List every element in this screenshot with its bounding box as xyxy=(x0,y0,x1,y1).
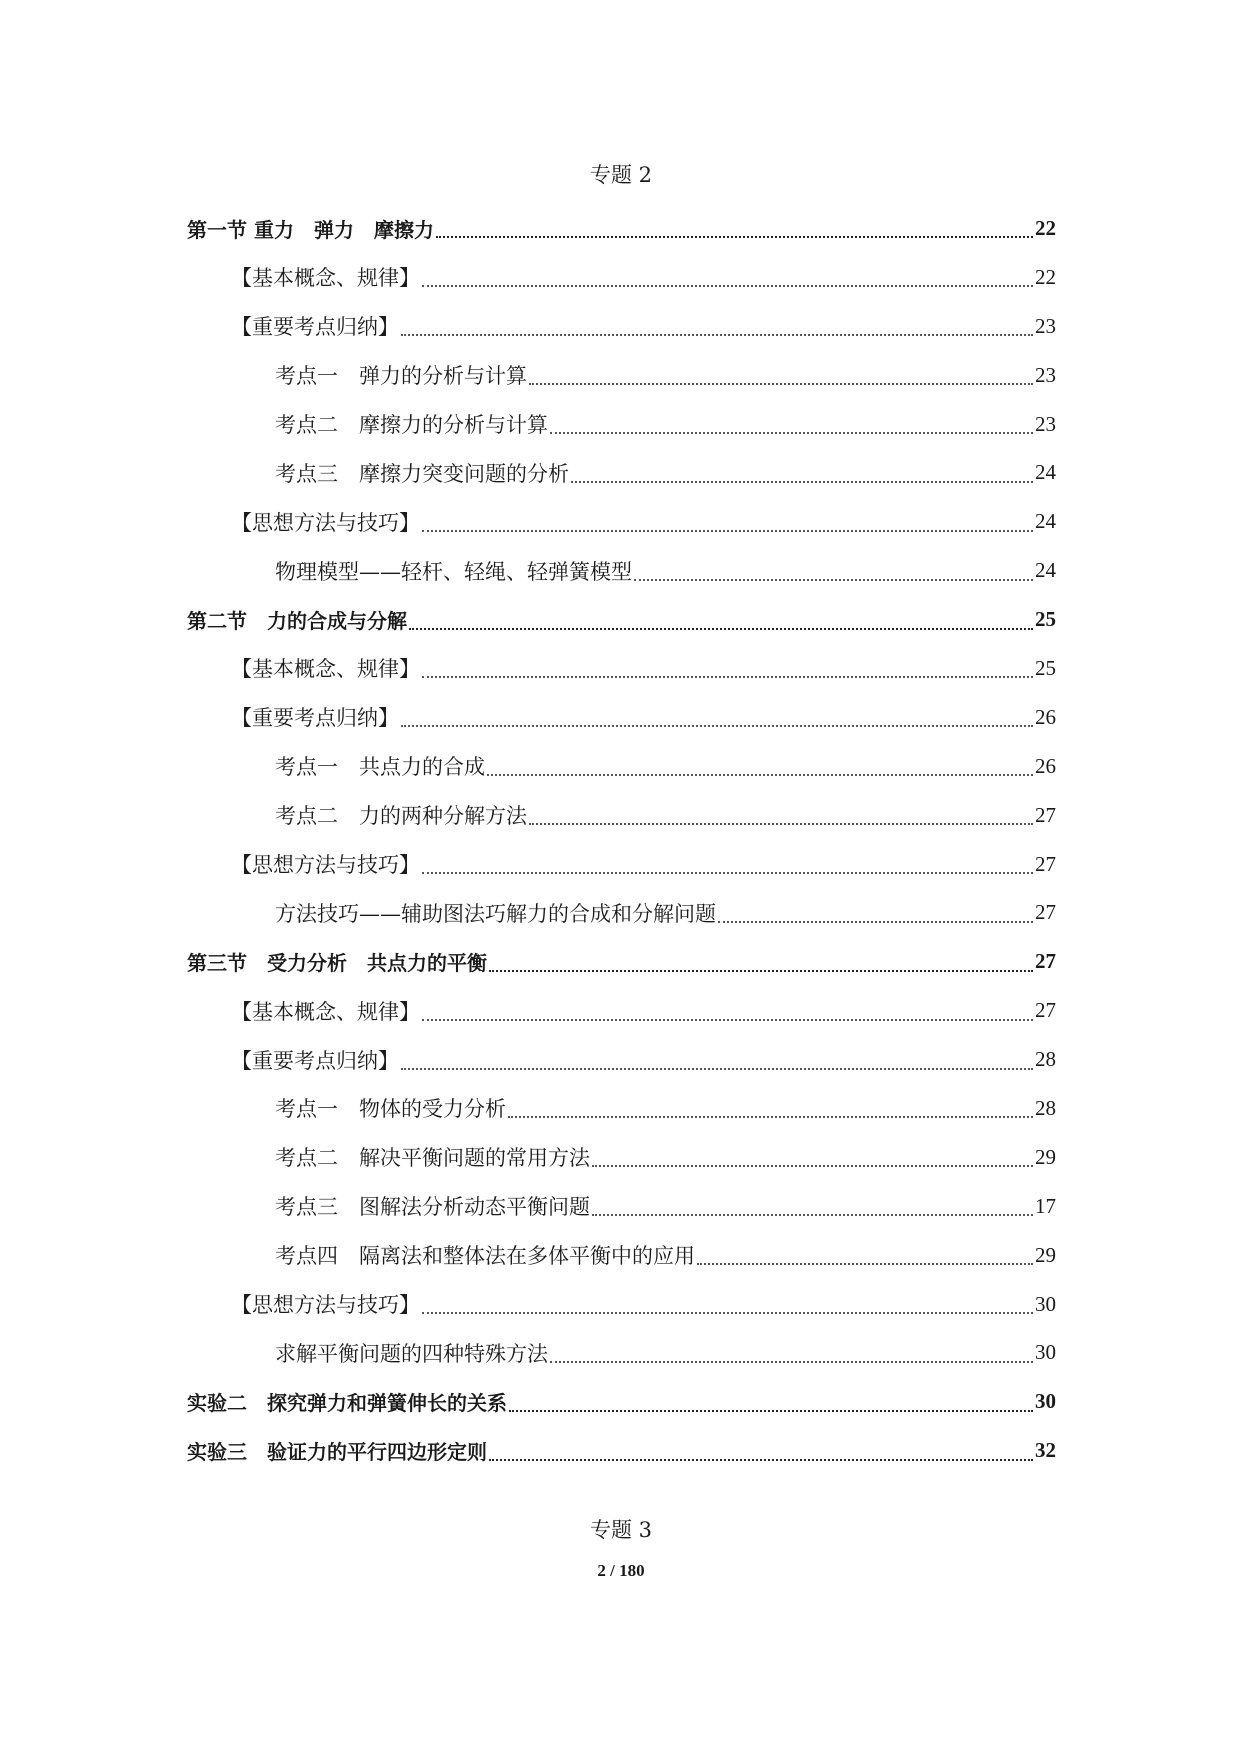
toc-leader-dots xyxy=(436,222,1033,238)
toc-entry-label: 【基本概念、规律】 xyxy=(231,999,420,1024)
toc-entry-page-number: 23 xyxy=(1035,313,1056,338)
toc-leader-dots xyxy=(487,760,1033,776)
toc-leader-dots xyxy=(529,809,1033,825)
toc-entry[interactable] xyxy=(187,742,1056,791)
section-title-bottom: 专题 3 xyxy=(589,1518,653,1542)
toc-entry-label: 考点四 隔离法和整体法在多体平衡中的应用 xyxy=(275,1244,695,1269)
toc-entry[interactable] xyxy=(187,448,1056,497)
toc-entry-label: 第二节 力的合成与分解 xyxy=(187,609,407,634)
page-indicator: 2 / 180 xyxy=(597,1561,645,1580)
toc-entry-label: 考点二 解决平衡问题的常用方法 xyxy=(275,1146,590,1171)
toc-entry-page-number: 28 xyxy=(1035,1095,1056,1120)
toc-entry[interactable] xyxy=(187,986,1056,1035)
toc-entry-label: 实验三 验证力的平行四边形定则 xyxy=(187,1440,487,1465)
toc-entry-label: 【思想方法与技巧】 xyxy=(231,853,420,878)
toc-entry-page-number: 30 xyxy=(1035,1291,1056,1316)
toc-entry[interactable] xyxy=(187,253,1056,302)
table-of-contents xyxy=(187,204,1056,1475)
toc-entry[interactable] xyxy=(187,497,1056,546)
toc-entry-page-number: 25 xyxy=(1035,607,1056,632)
toc-leader-dots xyxy=(409,614,1033,630)
toc-entry-page-number: 23 xyxy=(1035,362,1056,387)
toc-leader-dots xyxy=(571,467,1033,483)
toc-entry-label: 考点一 弹力的分析与计算 xyxy=(275,364,527,389)
toc-entry-page-number: 26 xyxy=(1035,753,1056,778)
toc-entry[interactable] xyxy=(187,888,1056,937)
toc-entry-page-number: 22 xyxy=(1035,215,1056,240)
toc-leader-dots xyxy=(422,662,1033,678)
toc-entry-label: 考点一 共点力的合成 xyxy=(275,755,485,780)
toc-entry-page-number: 27 xyxy=(1035,851,1056,876)
toc-entry-label: 【基本概念、规律】 xyxy=(231,657,420,682)
toc-entry-label: 【思想方法与技巧】 xyxy=(231,510,420,535)
toc-entry-label: 考点一 物体的受力分析 xyxy=(275,1097,506,1122)
toc-entry-label: 考点三 摩擦力突变问题的分析 xyxy=(275,461,569,486)
toc-entry[interactable] xyxy=(187,1035,1056,1084)
toc-entry-page-number: 30 xyxy=(1035,1389,1056,1414)
toc-entry-page-number: 25 xyxy=(1035,655,1056,680)
toc-entry[interactable] xyxy=(187,1133,1056,1182)
toc-entry[interactable] xyxy=(187,1328,1056,1377)
toc-entry[interactable] xyxy=(187,1231,1056,1280)
toc-entry-label: 实验二 探究弹力和弹簧伸长的关系 xyxy=(187,1391,507,1416)
toc-entry-page-number: 22 xyxy=(1035,264,1056,289)
toc-leader-dots xyxy=(401,320,1033,336)
toc-entry[interactable] xyxy=(187,546,1056,595)
toc-leader-dots xyxy=(401,711,1033,727)
toc-entry-page-number: 27 xyxy=(1035,949,1056,974)
toc-entry-page-number: 32 xyxy=(1035,1438,1056,1463)
toc-leader-dots xyxy=(697,1249,1033,1265)
toc-entry-label: 物理模型——轻杆、轻绳、轻弹簧模型 xyxy=(275,559,632,584)
toc-entry[interactable] xyxy=(187,1426,1056,1475)
toc-entry-page-number: 17 xyxy=(1035,1193,1056,1218)
toc-entry[interactable] xyxy=(187,400,1056,449)
toc-entry-page-number: 28 xyxy=(1035,1047,1056,1072)
toc-leader-dots xyxy=(509,1396,1033,1412)
toc-entry[interactable] xyxy=(187,840,1056,889)
toc-entry-label: 第一节 重力 弹力 摩擦力 xyxy=(187,217,434,242)
toc-leader-dots xyxy=(422,858,1033,874)
toc-entry-label: 【思想方法与技巧】 xyxy=(231,1293,420,1318)
toc-entry-label: 第三节 受力分析 共点力的平衡 xyxy=(187,951,487,976)
toc-entry[interactable] xyxy=(187,1377,1056,1426)
toc-leader-dots xyxy=(401,1054,1033,1070)
toc-entry-page-number: 23 xyxy=(1035,411,1056,436)
toc-entry[interactable] xyxy=(187,1182,1056,1231)
toc-entry-label: 考点二 力的两种分解方法 xyxy=(275,804,527,829)
toc-leader-dots xyxy=(718,907,1033,923)
toc-leader-dots xyxy=(422,1005,1033,1021)
toc-entry[interactable] xyxy=(187,595,1056,644)
toc-entry-label: 方法技巧——辅助图法巧解力的合成和分解问题 xyxy=(275,901,716,926)
toc-entry[interactable] xyxy=(187,351,1056,400)
toc-leader-dots xyxy=(422,516,1033,532)
toc-leader-dots xyxy=(550,418,1033,434)
toc-leader-dots xyxy=(489,956,1033,972)
toc-entry-label: 【重要考点归纳】 xyxy=(231,315,399,340)
toc-entry-page-number: 24 xyxy=(1035,460,1056,485)
toc-leader-dots xyxy=(634,565,1033,581)
toc-leader-dots xyxy=(592,1151,1033,1167)
toc-entry[interactable] xyxy=(187,204,1056,253)
toc-entry-label: 【重要考点归纳】 xyxy=(231,1048,399,1073)
toc-leader-dots xyxy=(529,369,1033,385)
toc-leader-dots xyxy=(592,1200,1033,1216)
toc-leader-dots xyxy=(550,1347,1033,1363)
toc-entry[interactable] xyxy=(187,1084,1056,1133)
toc-entry-page-number: 27 xyxy=(1035,802,1056,827)
toc-entry-label: 【基本概念、规律】 xyxy=(231,266,420,291)
toc-entry-page-number: 30 xyxy=(1035,1340,1056,1365)
toc-leader-dots xyxy=(489,1445,1033,1461)
toc-entry[interactable] xyxy=(187,791,1056,840)
toc-entry-page-number: 24 xyxy=(1035,558,1056,583)
toc-entry-label: 考点三 图解法分析动态平衡问题 xyxy=(275,1195,590,1220)
toc-entry-page-number: 29 xyxy=(1035,1144,1056,1169)
toc-leader-dots xyxy=(422,1298,1033,1314)
toc-entry[interactable] xyxy=(187,302,1056,351)
section-title-top: 专题 2 xyxy=(589,163,653,187)
toc-entry[interactable] xyxy=(187,937,1056,986)
toc-entry-page-number: 27 xyxy=(1035,998,1056,1023)
toc-entry-page-number: 29 xyxy=(1035,1242,1056,1267)
toc-entry-page-number: 27 xyxy=(1035,900,1056,925)
toc-entry-label: 【重要考点归纳】 xyxy=(231,706,399,731)
toc-entry-label: 考点二 摩擦力的分析与计算 xyxy=(275,413,548,437)
toc-leader-dots xyxy=(422,271,1033,287)
toc-entry-page-number: 26 xyxy=(1035,704,1056,729)
toc-entry[interactable] xyxy=(187,1280,1056,1329)
toc-entry-page-number: 24 xyxy=(1035,509,1056,534)
toc-entry[interactable] xyxy=(187,693,1056,742)
toc-entry[interactable] xyxy=(187,644,1056,693)
toc-leader-dots xyxy=(508,1102,1033,1118)
toc-entry-label: 求解平衡问题的四种特殊方法 xyxy=(275,1341,548,1366)
